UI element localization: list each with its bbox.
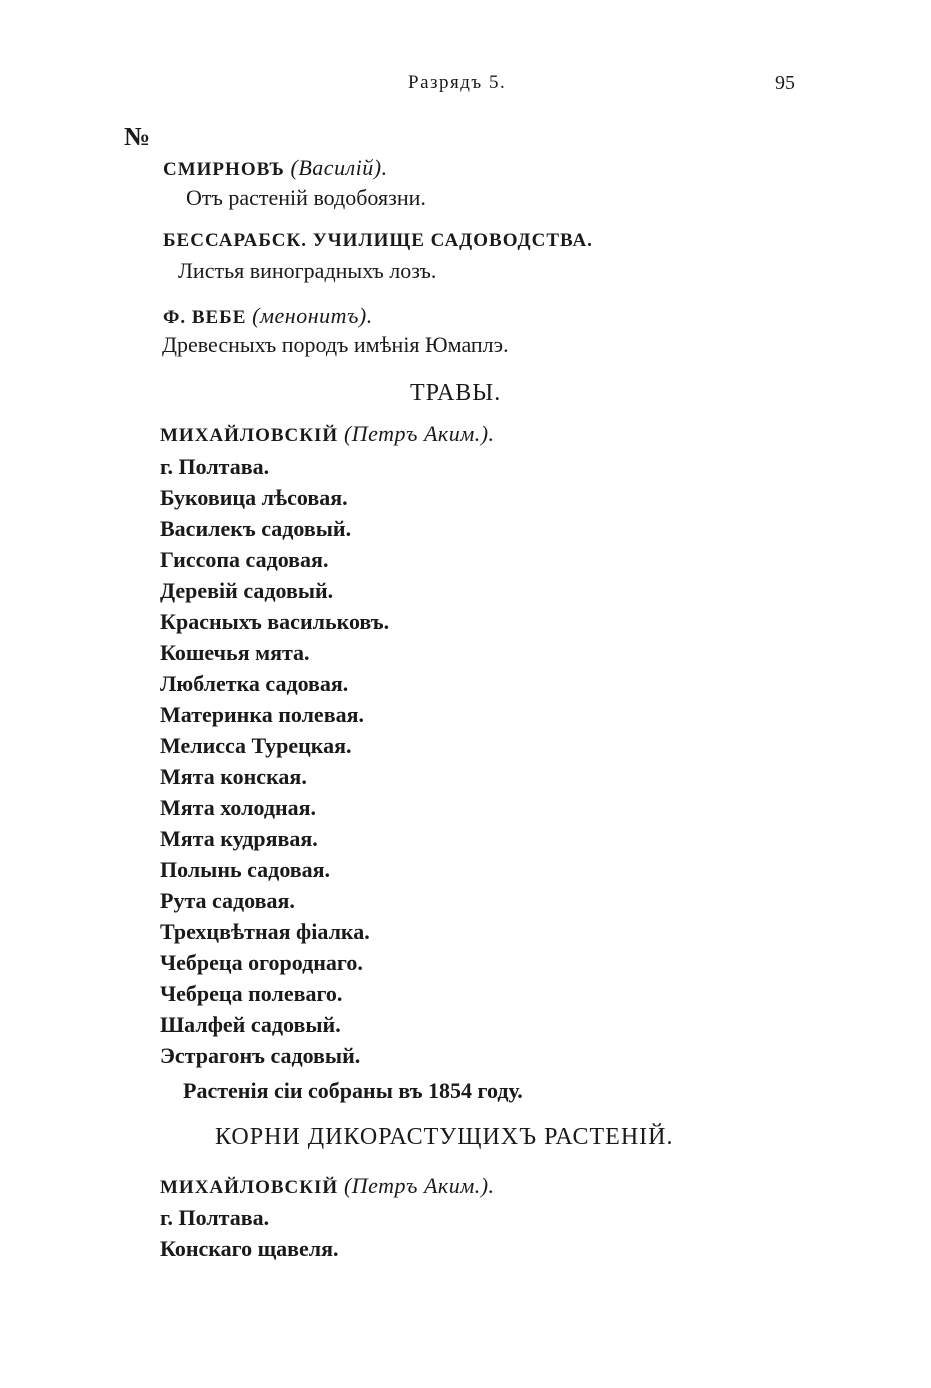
page-number: 95 [775, 72, 795, 94]
list-item: Мята холодная. [160, 795, 317, 820]
exhibitor-qualifier: (Петръ Аким.). [343, 1173, 495, 1198]
list-item: Рута садовая. [160, 888, 295, 913]
running-head: Разрядъ 5. [408, 72, 507, 93]
list-item: Кошечья мята. [160, 640, 310, 665]
list-item: Василекъ садовый. [160, 516, 352, 541]
list-item: Полынь садовая. [160, 857, 331, 882]
list-item: Мелисса Турецкая. [160, 733, 352, 758]
roots-exhibitor [160, 1173, 495, 1199]
list-item: Чебреца огороднаго. [160, 950, 363, 975]
list-item: Буковица лѣсовая. [160, 485, 348, 510]
entry-vebe-name [163, 303, 373, 329]
list-item: Деревій садовый. [160, 578, 334, 603]
exhibitor-name: МИХАЙЛОВСКІЙ [160, 425, 339, 446]
list-item: Чебреца полеваго. [160, 981, 343, 1006]
list-item: Гиссопа садовая. [160, 547, 329, 572]
entry-qualifier: (Василій). [290, 155, 388, 180]
list-item: Материнка полевая. [160, 702, 364, 727]
section-herbs-title: ТРАВЫ. [410, 380, 502, 406]
entry-bessarab-detail: Листья виноградныхъ лозъ. [178, 258, 437, 283]
section-roots-title: КОРНИ ДИКОРАСТУЩИХЪ РАСТЕНІЙ. [215, 1124, 674, 1150]
entry-name-text: СМИРНОВЪ [163, 159, 285, 180]
herbs-exhibitor [160, 421, 495, 447]
entry-smirnov-detail: Отъ растеній водобоязни. [186, 185, 426, 210]
entry-vebe-detail: Древесныхъ породъ имѣнія Юмаплэ. [162, 332, 509, 357]
exhibitor-name: МИХАЙЛОВСКІЙ [160, 1177, 339, 1198]
list-item: Конскаго щавеля. [160, 1236, 339, 1261]
herbs-note: Растенія сіи собраны въ 1854 году. [183, 1078, 523, 1103]
herbs-place: г. Полтава. [160, 454, 270, 479]
entry-name-text: Ф. ВЕБЕ [163, 307, 247, 328]
entry-bessarab-name: БЕССАРАБСК. УЧИЛИЩЕ САДОВОДСТВА. [163, 230, 593, 251]
list-item: Красныхъ васильковъ. [160, 609, 390, 634]
list-item: Мята конская. [160, 764, 307, 789]
list-item: Мята кудрявая. [160, 826, 318, 851]
list-item: Эстрагонъ садовый. [160, 1043, 361, 1068]
list-item: Люблетка садовая. [160, 671, 349, 696]
list-item: Трехцвѣтная фіалка. [160, 919, 370, 944]
entry-smirnov-name [163, 155, 388, 181]
number-mark: № [124, 122, 151, 151]
exhibitor-qualifier: (Петръ Аким.). [343, 421, 495, 446]
roots-place: г. Полтава. [160, 1205, 270, 1230]
list-item: Шалфей садовый. [160, 1012, 341, 1037]
entry-qualifier: (менонитъ). [252, 303, 373, 328]
